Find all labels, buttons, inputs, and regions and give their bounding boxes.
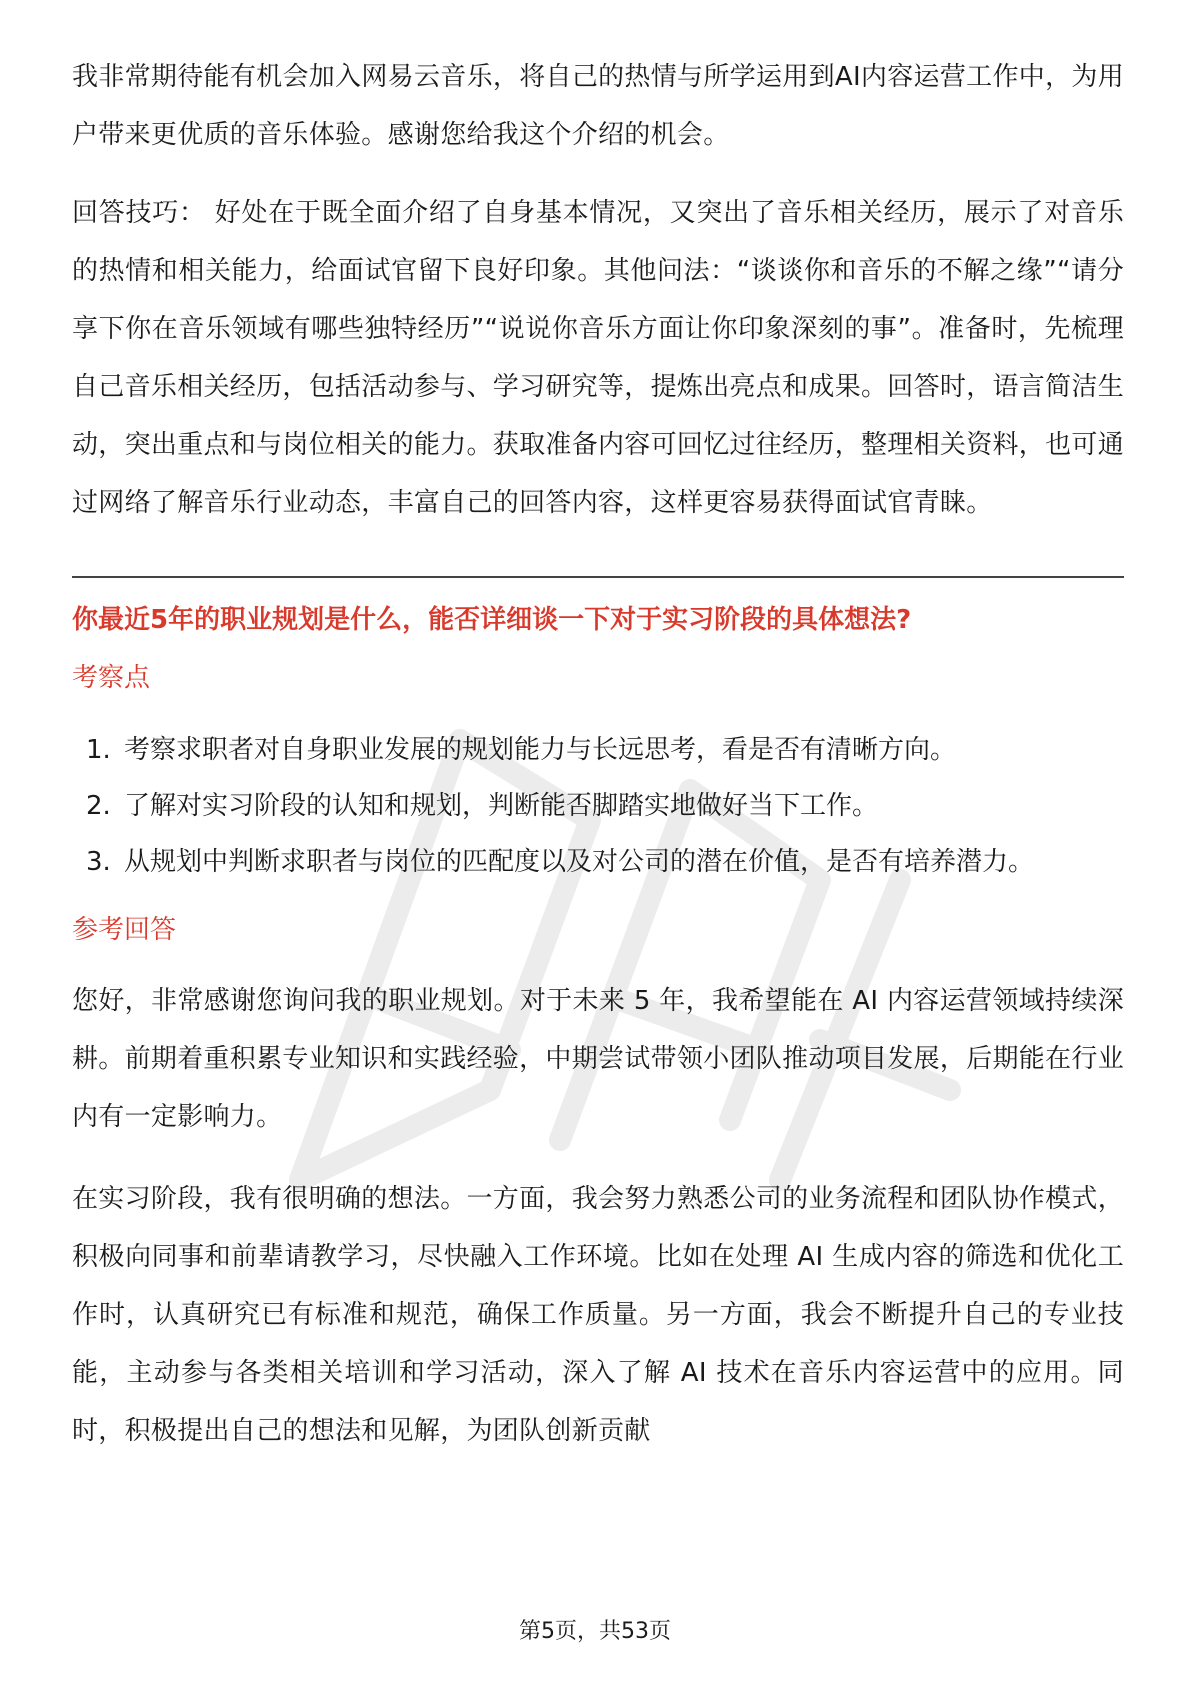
reference-paragraph-1: 您好，非常感谢您询问我的职业规划。对于未来 5 年，我希望能在 AI 内容运营领域持续深耕。前期着重积累专业知识和实践经验，中期尝试带领小团队推动项目发展，后期能在行业内有一定影响力。: [72, 986, 1125, 1132]
question-heading: 你最近5年的职业规划是什么，能否详细谈一下对于实习阶段的具体想法?: [72, 605, 912, 635]
list-item: [72, 722, 1124, 778]
reference-paragraph-2: 在实习阶段，我有很明确的想法。一方面，我会努力熟悉公司的业务流程和团队协作模式，积极向同事和前辈请教学习，尽快融入工作环境。比如在处理 AI 生成内容的筛选和优化工作时，认真研究已有标准和规范，确保工作质量。另一方面，我会不断提升自己的专业技能，主动参与各类相关培训和学习活动，深入了解 AI 技术在音乐内容运营中的应用。同时，积极提出自己的想法和见解，为团队创新贡献: [72, 1184, 1125, 1446]
list-item-number: 3.: [86, 847, 111, 877]
list-item: [72, 834, 1124, 890]
list-item-number: 1.: [86, 735, 111, 765]
list-item-text: 了解对实习阶段的认知和规划，判断能否脚踏实地做好当下工作。: [124, 791, 879, 821]
main-content: [72, 48, 1124, 1484]
assessment-label: 考察点: [72, 663, 151, 693]
assessment-list: [72, 722, 1124, 890]
section-divider: [72, 576, 1124, 578]
reference-answer-label: 参考回答: [72, 915, 177, 945]
list-item-number: 2.: [86, 791, 111, 821]
list-item-text: 从规划中判断求职者与岗位的匹配度以及对公司的潜在价值，是否有培养潜力。: [124, 847, 1035, 877]
list-item: [72, 778, 1124, 834]
intro-paragraph: 我非常期待能有机会加入网易云音乐，将自己的热情与所学运用到AI内容运营工作中，为用户带来更优质的音乐体验。感谢您给我这个介绍的机会。: [72, 62, 1124, 150]
page-number-footer: 第5页，共53页: [519, 1619, 671, 1644]
list-item-text: 考察求职者对自身职业发展的规划能力与长远思考，看是否有清晰方向。: [124, 735, 957, 765]
answer-tips-paragraph: 回答技巧： 好处在于既全面介绍了自身基本情况，又突出了音乐相关经历，展示了对音乐的热情和相关能力，给面试官留下良好印象。其他问法：“谈谈你和音乐的不解之缘”“请分享下你在音乐领域有哪些独特经历”“说说你音乐方面让你印象深刻的事”。准备时，先梳理自己音乐相关经历，包括活动参与、学习研究等，提炼出亮点和成果。回答时，语言简洁生动，突出重点和与岗位相关的能力。获取准备内容可回忆过往经历，整理相关资料，也可通过网络了解音乐行业动态，丰富自己的回答内容，这样更容易获得面试官青睐。: [72, 198, 1125, 518]
